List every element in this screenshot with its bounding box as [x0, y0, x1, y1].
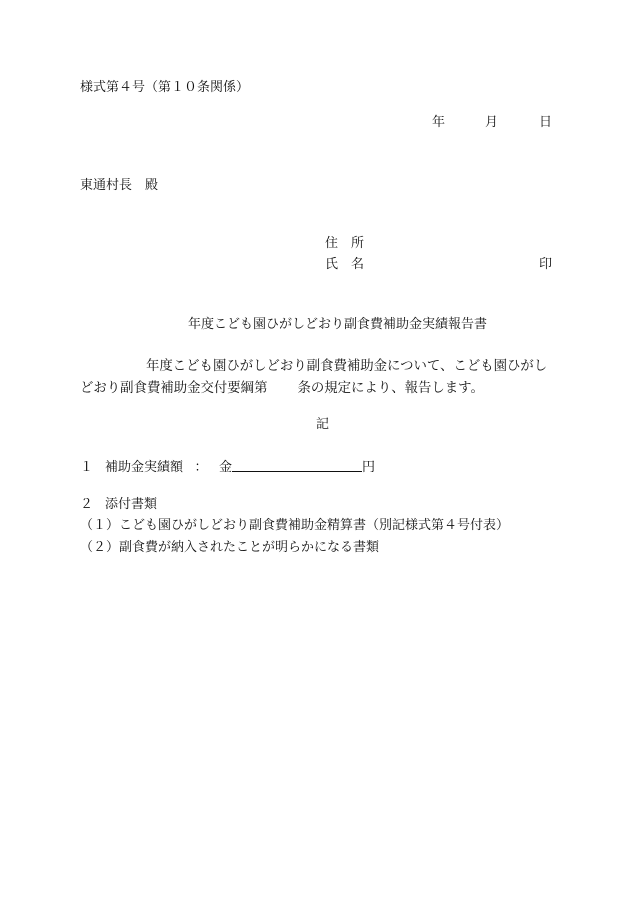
- body-text-1: 年度こども園ひがしどおり副食費補助金について、こども園ひがし: [146, 359, 548, 374]
- date-year-label: 年: [432, 115, 446, 130]
- body-paragraph: [80, 356, 552, 400]
- amount-separator: ：: [194, 460, 208, 475]
- attachments-heading: [80, 498, 157, 511]
- attachment-item: （２）副食費が納入されたことが明らかになる書類: [80, 540, 380, 555]
- amount-number: １: [80, 460, 94, 475]
- form-label: 様式第４号（第１０条関係）: [80, 80, 250, 95]
- body-text-2b: 条の規定により、報告します。: [297, 381, 484, 396]
- attachments-label: 添付書類: [105, 497, 158, 512]
- document-title: 年度こども園ひがしどおり副食費補助金実績報告書: [188, 317, 488, 332]
- body-line-2: [80, 378, 552, 400]
- seal-label: 印: [539, 257, 553, 272]
- address-label: 住 所: [325, 236, 365, 251]
- date-day-label: 日: [539, 115, 553, 130]
- amount-label: 補助金実績額: [105, 460, 184, 475]
- body-text-2a: どおり副食費補助金交付要綱第: [80, 381, 268, 396]
- body-line-1: [80, 356, 552, 378]
- amount-blank-line: [232, 459, 362, 472]
- attachments-number: ２: [80, 497, 94, 512]
- addressee: 東通村長 殿: [80, 178, 159, 193]
- ki-heading: 記: [316, 417, 330, 432]
- name-label: 氏 名: [325, 257, 365, 272]
- amount-suffix: 円: [362, 460, 376, 475]
- attachment-item: （１）こども園ひがしどおり副食費補助金精算書（別記様式第４号付表）: [80, 518, 510, 533]
- date-row: [0, 116, 630, 132]
- amount-row: [80, 459, 375, 474]
- amount-prefix: 金: [219, 460, 233, 475]
- date-month-label: 月: [485, 115, 499, 130]
